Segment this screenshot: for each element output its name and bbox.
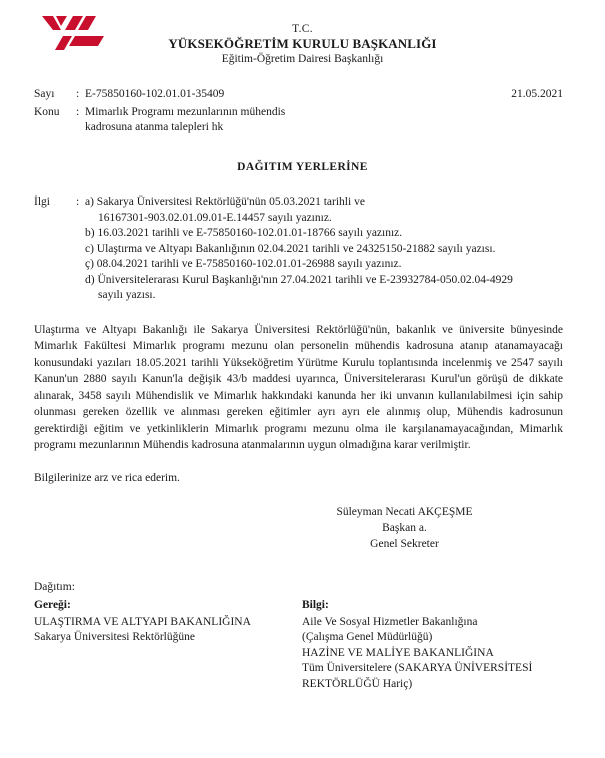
distribution-right-line-4: Tüm Üniversitelere (SAKARYA ÜNİVERSİTESİ bbox=[302, 662, 533, 674]
ilgi-colon: : bbox=[76, 196, 80, 208]
distribution-left-column bbox=[34, 598, 302, 692]
ilgi-item-line1: b) 16.03.2021 tarihli ve E-75850160-102.01.01-18766 sayılı yazınız. bbox=[85, 227, 403, 239]
distribution-right-column bbox=[302, 598, 569, 692]
konu-label: Konu bbox=[34, 106, 60, 118]
distribution-left-heading: Gereği: bbox=[34, 599, 71, 611]
distribution-right-heading: Bilgi: bbox=[302, 599, 329, 611]
ilgi-item-line1: c) Ulaştırma ve Altyapı Bakanlığının 02.04.2021 tarihli ve 24325150-21882 sayılı yazısı. bbox=[85, 242, 496, 255]
document-meta bbox=[0, 87, 605, 135]
ilgi-item-line2: 16167301-903.02.01.09.01-E.14457 sayılı yazınız. bbox=[98, 211, 332, 224]
distribution-block bbox=[0, 580, 605, 693]
ilgi-item-line1: d) Üniversitelerarası Kurul Başkanlığı'nın 27.04.2021 tarihli ve E-23932784-050.02.04-4929 bbox=[85, 273, 513, 286]
yok-logo bbox=[42, 14, 104, 54]
sayi-label: Sayı bbox=[34, 88, 55, 100]
konu-value-line2: kadrosuna atanma talepleri hk bbox=[85, 121, 224, 133]
ilgi-item-line1: a) Sakarya Üniversitesi Rektörlüğü'nün 05.03.2021 tarihli ve bbox=[85, 196, 365, 208]
list-item bbox=[85, 257, 563, 273]
signature-title-line2: Genel Sekreter bbox=[370, 537, 439, 550]
ilgi-item-line1: ç) 08.04.2021 tarihli ve E-75850160-102.01.01-26988 sayılı yazınız. bbox=[85, 258, 402, 270]
list-item bbox=[85, 273, 563, 304]
header-tc: T.C. bbox=[292, 23, 313, 35]
document-date: 21.05.2021 bbox=[511, 88, 563, 100]
list-item bbox=[85, 226, 563, 242]
header-organization: YÜKSEKÖĞRETİM KURULU BAŞKANLIĞI bbox=[168, 36, 437, 51]
list-item bbox=[85, 195, 563, 226]
ilgi-items bbox=[85, 195, 563, 304]
closing-line: Bilgilerinize arz ve rica ederim. bbox=[34, 471, 180, 484]
recipient-heading: DAĞITIM YERLERİNE bbox=[237, 161, 368, 173]
ilgi-block bbox=[0, 195, 605, 304]
ilgi-item-line2: sayılı yazısı. bbox=[98, 289, 156, 301]
header-department: Eğitim-Öğretim Dairesi Başkanlığı bbox=[221, 53, 384, 65]
konu-value-line1: Mimarlık Programı mezunlarının mühendis bbox=[85, 106, 286, 118]
ilgi-label: İlgi bbox=[34, 196, 50, 208]
signature-title-line1: Başkan a. bbox=[382, 521, 427, 534]
signature-block bbox=[0, 504, 605, 552]
sayi-colon: : bbox=[76, 88, 80, 100]
sayi-value: E-75850160-102.01.01-35409 bbox=[85, 88, 225, 100]
distribution-right-line-2: (Çalışma Genel Müdürlüğü) bbox=[302, 631, 433, 643]
distribution-right-line-1: Aile Ve Sosyal Hizmetler Bakanlığına bbox=[302, 615, 478, 628]
meta-row-sayi bbox=[34, 87, 563, 102]
distribution-columns bbox=[34, 598, 569, 692]
distribution-title: Dağıtım: bbox=[34, 580, 75, 593]
distribution-left-line-1: ULAŞTIRMA VE ALTYAPI BAKANLIĞINA bbox=[34, 615, 251, 628]
body-paragraph: Ulaştırma ve Altyapı Bakanlığı ile Sakarya Üniversitesi Rektörlüğü'nün, bakanlık ve üniversite bünyesinde Mimarlık Fakültesi Mimarlık programı mezunu olan personelin mühendis kadrosuna atanıp atanamayacağı konusundaki yazıları 18.05.2021 tarihli Yükseköğretim Yürütme Kurulu toplantısında incelenmiş ve 2547 sayılı Kanun'un 2880 sayılı Kanun'la değişik 43/b maddesi uyarınca, Üniversitelerarası Kurul'un görüşü de dikkate alınarak, 3458 sayılı Mühendislik ve Mimarlık hakkındaki kanunda her iki unvanın kullanılabilmesi için sahip olunması gereken özellik ve alınması gereken eğitimler ayrı ayrı ele alınmış olup, Mühendis kadrosunun gerektirdiği eğitim ve yetkinliklerin Mimarlık programı mezunu olma ile karşılanamayacağından, Mimarlık programı mezunlarının Mühendis kadrosuna atanmalarının uygun olmadığına karar verilmiştir. bbox=[34, 323, 563, 451]
konu-colon: : bbox=[76, 106, 80, 118]
distribution-left-line-2: Sakarya Üniversitesi Rektörlüğüne bbox=[34, 631, 195, 643]
signature-name: Süleyman Necati AKÇEŞME bbox=[336, 505, 473, 518]
meta-row-konu bbox=[34, 105, 563, 120]
distribution-right-line-5: REKTÖRLÜĞÜ Hariç) bbox=[302, 677, 413, 690]
list-item bbox=[85, 242, 563, 258]
distribution-right-line-3: HAZİNE VE MALİYE BAKANLIĞINA bbox=[302, 646, 494, 659]
